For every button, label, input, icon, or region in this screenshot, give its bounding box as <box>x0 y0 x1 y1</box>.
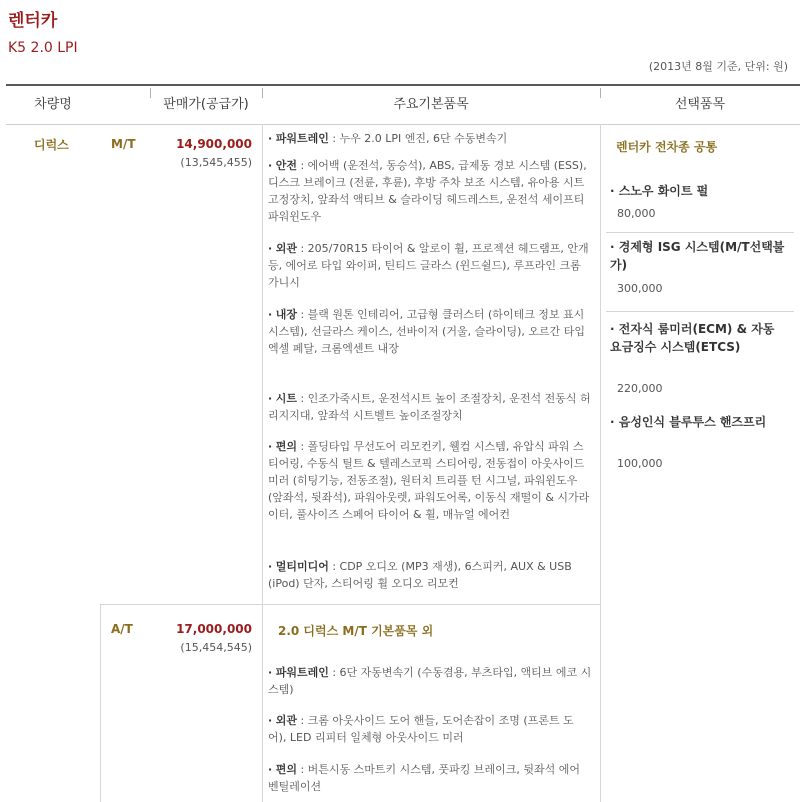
feature-label: 파워트레인 <box>275 666 329 679</box>
model-name: K5 2.0 LPI <box>8 40 78 56</box>
feature-label: 편의 <box>275 763 297 776</box>
header-basic-features: 주요기본품목 <box>393 97 469 112</box>
feature-label: 파워트레인 <box>275 132 329 145</box>
option-name: · 경제형 ISG 시스템(M/T선택불가) <box>610 240 785 272</box>
trim-name: 디럭스 <box>34 138 69 152</box>
price-basis-note: (2013년 8월 기준, 단위: 원) <box>648 60 788 73</box>
grid-line <box>262 124 263 802</box>
option-price: 80,000 <box>617 207 656 220</box>
feature-item: · 파워트레인 : 누우 2.0 LPI 엔진, 6단 수동변속기 <box>268 132 508 145</box>
feature-label: 시트 <box>275 392 297 405</box>
price-at: 17,000,000 <box>176 622 252 636</box>
option-price: 300,000 <box>617 282 663 295</box>
feature-text: : 블랙 원톤 인테리어, 고급형 클러스터 (하이테크 정보 표시 시스템), 선글라스 케이스, 선바이저 (거울, 슬라이딩), 오르간 타입 엑셀 페달, 크롬엑센트 내장 <box>268 308 585 355</box>
option-name: · 스노우 화이트 펄 <box>610 184 709 198</box>
grid-line <box>600 124 601 802</box>
option-name: · 음성인식 블루투스 핸즈프리 <box>610 415 767 429</box>
header-options: 선택품목 <box>674 97 726 112</box>
row-divider <box>100 604 600 605</box>
feature-item: · 외관 : 크롬 아웃사이드 도어 핸들, 도어손잡이 조명 (프론트 도어), LED 리피터 일체형 아웃사이드 미러 <box>268 714 574 744</box>
transmission-at: A/T <box>111 622 133 636</box>
transmission-mt: M/T <box>111 137 136 151</box>
header-separator <box>150 88 151 98</box>
supply-price-at: (15,454,545) <box>180 641 252 654</box>
feature-text: : 인조가죽시트, 운전석시트 높이 조절장치, 운전석 전동식 허리지지대, 앞좌석 시트벨트 높이조절장치 <box>268 392 591 422</box>
feature-item: · 외관 : 205/70R15 타이어 & 알로이 휠, 프로젝션 헤드램프, 안개등, 에어로 타입 와이퍼, 틴티드 글라스 (윈드쉴드), 루프라인 크롬 가니시 <box>268 242 589 289</box>
header-separator <box>262 88 263 98</box>
option-divider <box>606 232 794 233</box>
grid-line <box>100 604 101 802</box>
options-common-label: 렌터카 전차종 공통 <box>616 140 718 154</box>
feature-label: 편의 <box>275 440 297 453</box>
option-divider <box>606 311 794 312</box>
feature-item: · 멀티미디어 : CDP 오디오 (MP3 재생), 6스피커, AUX & USB (iPod) 단자, 스티어링 휠 오디오 리모컨 <box>268 560 572 590</box>
option-price: 100,000 <box>617 457 663 470</box>
header-price: 판매가(공급가) <box>163 97 249 112</box>
feature-text: : 버튼시동 스마트키 시스템, 풋파킹 브레이크, 뒷좌석 에어 벤틸레이션 <box>268 763 581 793</box>
feature-item: · 편의 : 폴딩타입 무선도어 리모컨키, 웰컴 시스템, 유압식 파워 스티어링, 수동식 틸트 & 텔레스코픽 스티어링, 전동접이 아웃사이드 미러 (히팅기능, 전동조절), 원터치 트리플 턴 시그널, 파워윈도우 (앞좌석, 뒷좌석), 파워아웃렛, 파워도어록, 이동식 재떨이 & 시가라이터, 풀사이즈 스페어 타이어 & 휠, 매뉴얼 에어컨 <box>268 440 590 521</box>
feature-text: : CDP 오디오 (MP3 재생), 6스피커, AUX & USB (iPod) 단자, 스티어링 휠 오디오 리모컨 <box>268 560 572 590</box>
feature-text: : 6단 자동변속기 (수동겸용, 부츠타입, 액티브 에코 시스템) <box>268 666 592 696</box>
feature-item: · 시트 : 인조가죽시트, 운전석시트 높이 조절장치, 운전석 전동식 허리지지대, 앞좌석 시트벨트 높이조절장치 <box>268 392 591 422</box>
feature-item: · 파워트레인 : 6단 자동변속기 (수동겸용, 부츠타입, 액티브 에코 시스템) <box>268 666 592 696</box>
feature-text: : 에어백 (운전석, 동승석), ABS, 급제동 경보 시스템 (ESS), 디스크 브레이크 (전륜, 후륜), 후방 주차 보조 시스템, 유아용 시트 고정장치, 앞좌석 액티브 & 슬라이딩 헤드레스트, 운전석 세이프티 파워윈도우 <box>268 159 587 223</box>
header-separator <box>600 88 601 98</box>
feature-text: : 누우 2.0 LPI 엔진, 6단 수동변속기 <box>328 132 508 145</box>
supply-price-mt: (13,545,455) <box>180 156 252 169</box>
feature-text: : 폴딩타입 무선도어 리모컨키, 웰컴 시스템, 유압식 파워 스티어링, 수동식 틸트 & 텔레스코픽 스티어링, 전동접이 아웃사이드 미러 (히팅기능, 전동조절), 원터치 트리플 턴 시그널, 파워윈도우 (앞좌석, 뒷좌석), 파워아웃렛, 파워도어록, 이동식 재떨이 & 시가라이터, 풀사이즈 스페어 타이어 & 휠, 매뉴얼 에어컨 <box>268 440 590 521</box>
header-vehicle: 차량명 <box>34 97 72 112</box>
feature-item: · 내장 : 블랙 원톤 인테리어, 고급형 클러스터 (하이테크 정보 표시 시스템), 선글라스 케이스, 선바이저 (거울, 슬라이딩), 오르간 타입 엑셀 페달, 크롬엑센트 내장 <box>268 308 585 355</box>
feature-item: · 안전 : 에어백 (운전석, 동승석), ABS, 급제동 경보 시스템 (ESS), 디스크 브레이크 (전륜, 후륜), 후방 주차 보조 시스템, 유아용 시트 고정장치, 앞좌석 액티브 & 슬라이딩 헤드레스트, 운전석 세이프티 파워윈도우 <box>268 159 587 223</box>
feature-label: 외관 <box>275 714 297 727</box>
feature-label: 내장 <box>275 308 297 321</box>
table-header <box>6 84 800 125</box>
feature-item: · 편의 : 버튼시동 스마트키 시스템, 풋파킹 브레이크, 뒷좌석 에어 벤틸레이션 <box>268 763 581 793</box>
price-mt: 14,900,000 <box>176 137 252 151</box>
feature-label: 안전 <box>275 159 297 172</box>
feature-label: 멀티미디어 <box>275 560 329 573</box>
feature-text: : 205/70R15 타이어 & 알로이 휠, 프로젝션 헤드램프, 안개등, 에어로 타입 와이퍼, 틴티드 글라스 (윈드쉴드), 루프라인 크롬 가니시 <box>268 242 589 289</box>
at-base-features-title: 2.0 디럭스 M/T 기본품목 외 <box>278 624 434 638</box>
feature-label: 외관 <box>275 242 297 255</box>
feature-text: : 크롬 아웃사이드 도어 핸들, 도어손잡이 조명 (프론트 도어), LED 리피터 일체형 아웃사이드 미러 <box>268 714 574 744</box>
option-price: 220,000 <box>617 382 663 395</box>
page-title: 렌터카 <box>8 11 58 31</box>
option-name: · 전자식 룸미러(ECM) & 자동 요금징수 시스템(ETCS) <box>610 322 775 354</box>
